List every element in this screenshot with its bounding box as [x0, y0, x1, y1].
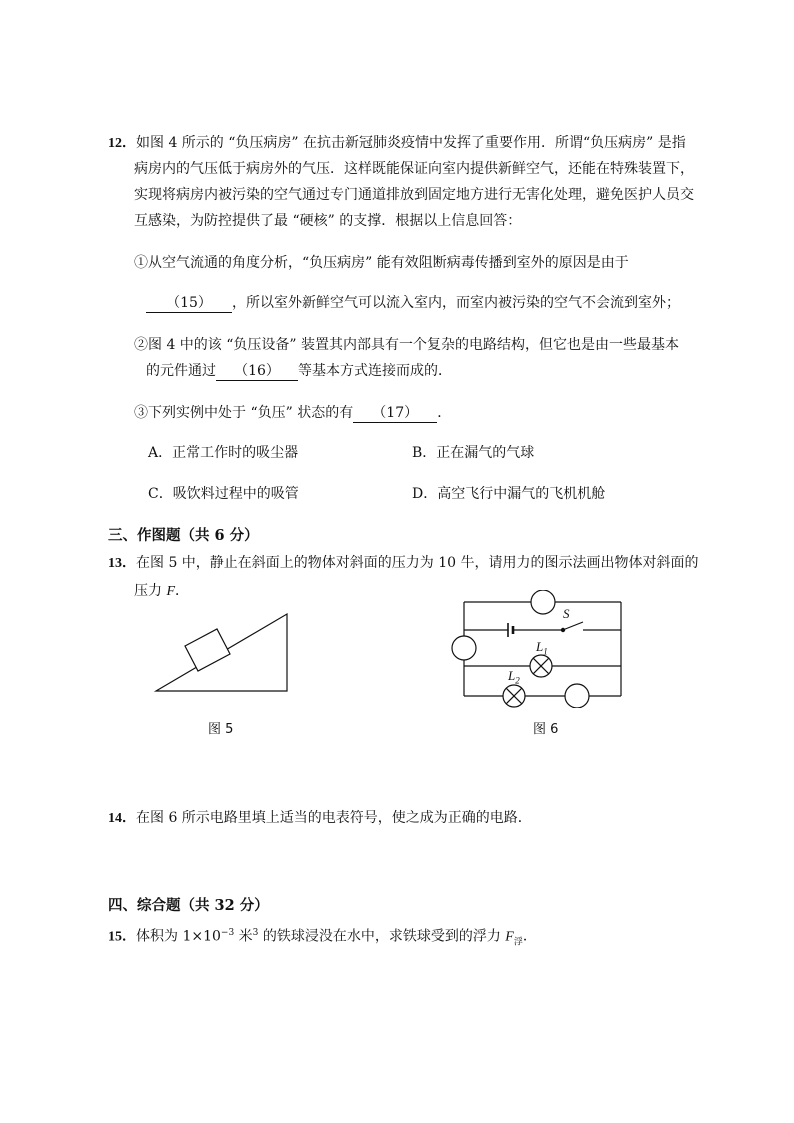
block-on-incline: [185, 629, 230, 671]
figure-5-incline: [150, 608, 295, 696]
buoyancy-subscript: 浮: [513, 937, 523, 948]
question-number: 12．: [108, 136, 136, 151]
question-number: 15．: [108, 929, 136, 945]
question-13-line-2: [134, 578, 189, 605]
subquestion-3: [134, 400, 451, 426]
lamp-label-subscript: 2: [515, 675, 520, 686]
question-14: [108, 805, 532, 832]
lamp-label-letter: L: [508, 668, 516, 683]
meter-blank-bottom[interactable]: [565, 684, 589, 708]
question-text: 压力: [134, 583, 167, 599]
meter-blank-left[interactable]: [452, 636, 476, 660]
question-text-line: 实现将病房内被污染的空气通过专门通道排放到固定地方进行无害化处理，避免医护人员交: [134, 187, 694, 203]
question-number: 13．: [108, 556, 136, 571]
question-12: [108, 130, 686, 157]
question-text-line: 互感染，为防控提供了最 “硬核” 的支撑．根据以上信息回答：: [134, 213, 522, 229]
figure-6-caption: 图 6: [533, 722, 559, 737]
question-13: [108, 550, 699, 577]
force-symbol: F: [166, 584, 176, 599]
question-text: 的铁球浸没在水中，求铁球受到的浮力: [258, 928, 506, 945]
option-b: B．正在漏气的气球: [412, 445, 535, 461]
switch-label: S: [563, 606, 570, 621]
subquestion-text: 等基本方式连接而成的．: [298, 363, 452, 379]
subquestion-text: ③下列实例中处于 “负压” 状态的有: [134, 405, 354, 421]
answer-blank-16[interactable]: （16）: [216, 362, 298, 381]
subquestion-2-line-1: ②图 4 中的该 “负压设备” 装置其内部具有一个复杂的电路结构，但它也是由一些最基本: [134, 337, 680, 353]
section-heading-3: 三、作图题（共 6 分）: [108, 527, 259, 544]
lamp-l1-label: [536, 639, 548, 657]
subquestion-text: ．: [437, 405, 452, 421]
buoyancy-force-symbol: F: [505, 929, 514, 945]
subquestion-text: 的元件通过: [146, 363, 216, 379]
question-text-line: 如图 4 所示的 “负压病房” 在抗击新冠肺炎疫情中发挥了重要作用．所谓“负压病房” 是指: [136, 135, 686, 151]
exponent: −3: [220, 928, 235, 938]
meter-blank-top[interactable]: [531, 590, 555, 614]
question-text: 米: [234, 928, 253, 945]
question-text-line: 在图 5 中，静止在斜面上的物体对斜面的压力为 10 牛，请用力的图示法画出物体对斜面的: [136, 555, 699, 571]
option-c: C．吸饮料过程中的吸管: [148, 486, 299, 502]
subquestion-1-line-2: [146, 290, 680, 316]
question-15: [108, 920, 537, 955]
subquestion-text: ，所以室外新鲜空气可以流入室内，而室内被污染的空气不会流到室外；: [232, 295, 680, 311]
switch-blade[interactable]: [564, 622, 583, 630]
lamp-l2-label: [508, 668, 520, 686]
lamp-label-letter: L: [536, 639, 544, 654]
question-text-line: 病房内的气压低于病房外的气压．这样既能保证向室内提供新鲜空气，还能在特殊装置下，: [134, 161, 694, 177]
question-text: 在图 6 所示电路里填上适当的电表符号，使之成为正确的电路．: [136, 810, 532, 826]
question-text: 体积为 1×10: [136, 928, 221, 945]
subquestion-2-line-2: [146, 358, 452, 384]
figure-5-caption: 图 5: [208, 722, 234, 737]
section-heading-4: 四、综合题（共 32 分）: [108, 897, 269, 914]
question-text: ．: [522, 928, 537, 945]
option-a: A．正常工作时的吸尘器: [148, 445, 299, 461]
question-text: ．: [175, 583, 190, 599]
option-d: D．高空飞行中漏气的飞机机舱: [412, 486, 606, 502]
answer-blank-15[interactable]: （15）: [146, 294, 232, 313]
answer-blank-17[interactable]: （17）: [353, 404, 437, 423]
lamp-label-subscript: 1: [543, 646, 548, 657]
subquestion-1-line-1: ①从空气流通的角度分析，“负压病房” 能有效阻断病毒传播到室外的原因是由于: [134, 255, 629, 271]
exponent: 3: [252, 928, 259, 938]
question-number: 14．: [108, 811, 136, 826]
